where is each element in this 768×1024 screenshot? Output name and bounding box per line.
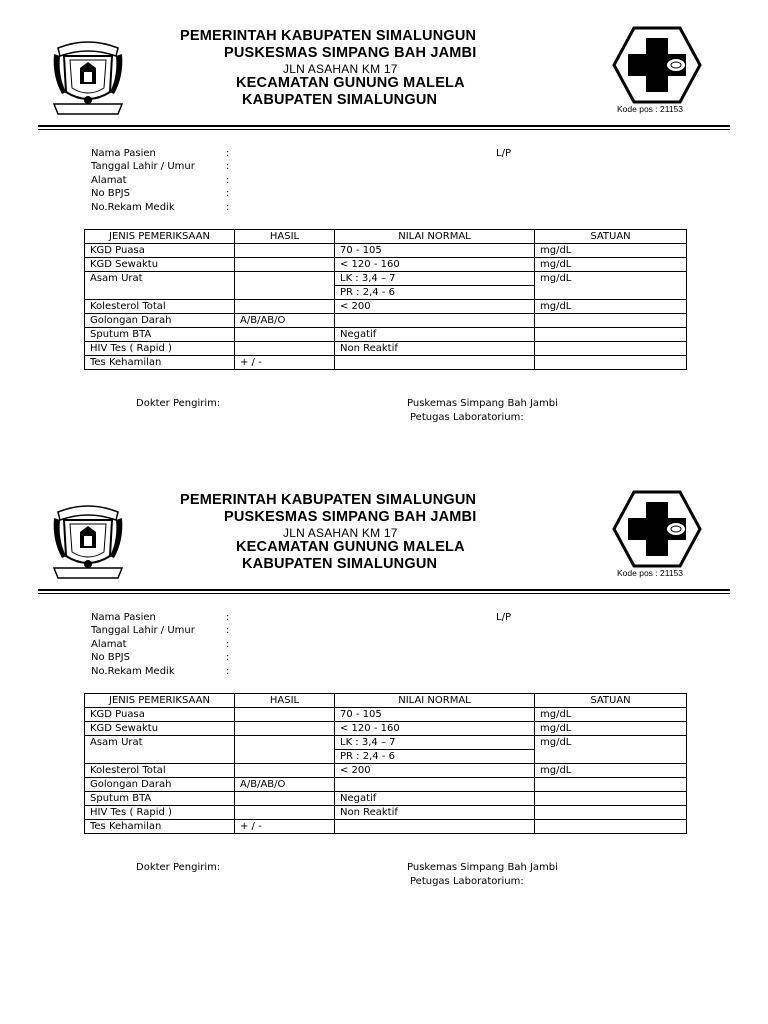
column-header-nilai-normal: NILAI NORMAL (335, 694, 535, 708)
table-row (85, 778, 687, 792)
kode-pos: Kode pos : 21153 (617, 568, 684, 578)
table-row (85, 792, 687, 806)
exam-result (235, 328, 335, 342)
field-label-no-bpjs: No BPJS (91, 652, 130, 663)
exam-result (235, 806, 335, 820)
field-colon: : (226, 175, 230, 186)
table-row (85, 342, 687, 356)
exam-result (235, 244, 335, 258)
exam-result (235, 792, 335, 806)
table-row (85, 750, 687, 764)
field-colon: : (226, 188, 230, 199)
field-label-nama-pasien: Nama Pasien (91, 612, 156, 623)
exam-unit (535, 356, 687, 370)
exam-unit (535, 314, 687, 328)
exam-unit (535, 778, 687, 792)
field-colon: : (226, 202, 230, 213)
table-row (85, 286, 687, 300)
field-colon: : (226, 652, 230, 663)
column-header-jenis: JENIS PEMERIKSAAN (85, 694, 235, 708)
kabupaten-simalungun-crest-icon (50, 500, 126, 582)
table-row (85, 272, 687, 286)
exam-name: Asam Urat (85, 272, 235, 286)
exam-unit (535, 328, 687, 342)
exam-result (235, 764, 335, 778)
exam-result (235, 272, 335, 286)
letterhead-line: JLN ASAHAN KM 17 (283, 526, 398, 540)
exam-normal-value: < 200 (335, 764, 535, 778)
exam-result: + / - (235, 820, 335, 834)
field-colon: : (226, 612, 230, 623)
table-row (85, 820, 687, 834)
exam-name: Kolesterol Total (85, 300, 235, 314)
exam-normal-value: PR : 2,4 - 6 (335, 750, 535, 764)
exam-unit: mg/dL (535, 258, 687, 272)
letterhead-rule (38, 589, 730, 591)
table-row (85, 328, 687, 342)
letterhead-line: PUSKESMAS SIMPANG BAH JAMBI (224, 509, 477, 525)
exam-normal-value: < 200 (335, 300, 535, 314)
kabupaten-simalungun-crest-icon (50, 36, 126, 118)
exam-name: Asam Urat (85, 736, 235, 750)
table-row (85, 258, 687, 272)
exam-name: KGD Puasa (85, 244, 235, 258)
exam-result: + / - (235, 356, 335, 370)
exam-name: KGD Sewaktu (85, 722, 235, 736)
exam-normal-value: LK : 3,4 – 7 (335, 272, 535, 286)
field-label-alamat: Alamat (91, 639, 127, 650)
exam-unit: mg/dL (535, 272, 687, 286)
exam-result: A/B/AB/O (235, 314, 335, 328)
table-row (85, 722, 687, 736)
column-header-hasil: HASIL (235, 694, 335, 708)
field-label-alamat: Alamat (91, 175, 127, 186)
exam-unit: mg/dL (535, 736, 687, 750)
table-header-row (85, 230, 687, 244)
exam-result (235, 736, 335, 750)
exam-normal-value: PR : 2,4 - 6 (335, 286, 535, 300)
field-label-tanggal-lahir: Tanggal Lahir / Umur (91, 625, 195, 636)
table-row (85, 736, 687, 750)
exam-name: Tes Kehamilan (85, 820, 235, 834)
exam-name: KGD Puasa (85, 708, 235, 722)
exam-unit: mg/dL (535, 300, 687, 314)
letterhead-line: KECAMATAN GUNUNG MALELA (236, 75, 465, 91)
exam-normal-value (335, 778, 535, 792)
lab-exam-table (84, 229, 687, 370)
column-header-satuan: SATUAN (535, 230, 687, 244)
letterhead-line: KABUPATEN SIMALUNGUN (242, 92, 438, 108)
field-label-nama-pasien: Nama Pasien (91, 148, 156, 159)
field-label-rekam-medik: No.Rekam Medik (91, 666, 175, 677)
exam-normal-value: Negatif (335, 328, 535, 342)
field-colon: : (226, 666, 230, 677)
field-label-lp: L/P (496, 612, 511, 623)
exam-unit: mg/dL (535, 244, 687, 258)
exam-unit (535, 342, 687, 356)
puskesmas-cross-logo-icon (612, 26, 702, 104)
letterhead-line: KABUPATEN SIMALUNGUN (242, 556, 438, 572)
table-row (85, 314, 687, 328)
table-row (85, 300, 687, 314)
exam-name: Golongan Darah (85, 314, 235, 328)
exam-result (235, 722, 335, 736)
exam-name: Sputum BTA (85, 792, 235, 806)
field-colon: : (226, 148, 230, 159)
kode-pos: Kode pos : 21153 (617, 104, 684, 114)
exam-normal-value: < 120 - 160 (335, 722, 535, 736)
exam-name: HIV Tes ( Rapid ) (85, 342, 235, 356)
letterhead-line: JLN ASAHAN KM 17 (283, 62, 398, 76)
dokter-pengirim-label: Dokter Pengirim: (136, 398, 221, 409)
exam-normal-value: < 120 - 160 (335, 258, 535, 272)
column-header-satuan: SATUAN (535, 694, 687, 708)
exam-name: KGD Sewaktu (85, 258, 235, 272)
field-label-lp: L/P (496, 148, 511, 159)
field-colon: : (226, 161, 230, 172)
lab-exam-table (84, 693, 687, 834)
letterhead-rule (38, 125, 730, 127)
table-row (85, 764, 687, 778)
column-header-nilai-normal: NILAI NORMAL (335, 230, 535, 244)
exam-result (235, 300, 335, 314)
exam-normal-value (335, 356, 535, 370)
exam-normal-value: Non Reaktif (335, 806, 535, 820)
exam-name: Tes Kehamilan (85, 356, 235, 370)
puskesmas-cross-logo-icon (612, 490, 702, 568)
exam-normal-value: Non Reaktif (335, 342, 535, 356)
puskesmas-signature-label: Puskemas Simpang Bah Jambi (407, 398, 558, 409)
table-row (85, 806, 687, 820)
column-header-hasil: HASIL (235, 230, 335, 244)
letterhead-rule (38, 593, 730, 594)
exam-normal-value: 70 - 105 (335, 244, 535, 258)
exam-name: Golongan Darah (85, 778, 235, 792)
dokter-pengirim-label: Dokter Pengirim: (136, 862, 221, 873)
exam-unit (535, 792, 687, 806)
exam-name: HIV Tes ( Rapid ) (85, 806, 235, 820)
exam-normal-value: 70 - 105 (335, 708, 535, 722)
exam-unit: mg/dL (535, 722, 687, 736)
letterhead-line: KECAMATAN GUNUNG MALELA (236, 539, 465, 555)
exam-result (235, 342, 335, 356)
letterhead-rule (38, 129, 730, 130)
exam-result (235, 708, 335, 722)
exam-normal-value: LK : 3,4 – 7 (335, 736, 535, 750)
lab-request-form (0, 0, 768, 464)
exam-result (235, 258, 335, 272)
exam-unit: mg/dL (535, 708, 687, 722)
exam-unit (535, 820, 687, 834)
exam-unit (535, 806, 687, 820)
petugas-lab-label: Petugas Laboratorium: (410, 876, 524, 887)
exam-unit: mg/dL (535, 764, 687, 778)
exam-normal-value: Negatif (335, 792, 535, 806)
lab-request-form (0, 464, 768, 928)
field-label-rekam-medik: No.Rekam Medik (91, 202, 175, 213)
exam-normal-value (335, 314, 535, 328)
column-header-jenis: JENIS PEMERIKSAAN (85, 230, 235, 244)
field-colon: : (226, 625, 230, 636)
exam-result: A/B/AB/O (235, 778, 335, 792)
field-label-no-bpjs: No BPJS (91, 188, 130, 199)
petugas-lab-label: Petugas Laboratorium: (410, 412, 524, 423)
field-colon: : (226, 639, 230, 650)
exam-name: Sputum BTA (85, 328, 235, 342)
table-row (85, 356, 687, 370)
field-label-tanggal-lahir: Tanggal Lahir / Umur (91, 161, 195, 172)
table-row (85, 708, 687, 722)
table-row (85, 244, 687, 258)
exam-normal-value (335, 820, 535, 834)
letterhead-line: PUSKESMAS SIMPANG BAH JAMBI (224, 45, 477, 61)
letterhead-line: PEMERINTAH KABUPATEN SIMALUNGUN (180, 492, 477, 508)
letterhead-line: PEMERINTAH KABUPATEN SIMALUNGUN (180, 28, 477, 44)
table-header-row (85, 694, 687, 708)
exam-name: Kolesterol Total (85, 764, 235, 778)
puskesmas-signature-label: Puskemas Simpang Bah Jambi (407, 862, 558, 873)
